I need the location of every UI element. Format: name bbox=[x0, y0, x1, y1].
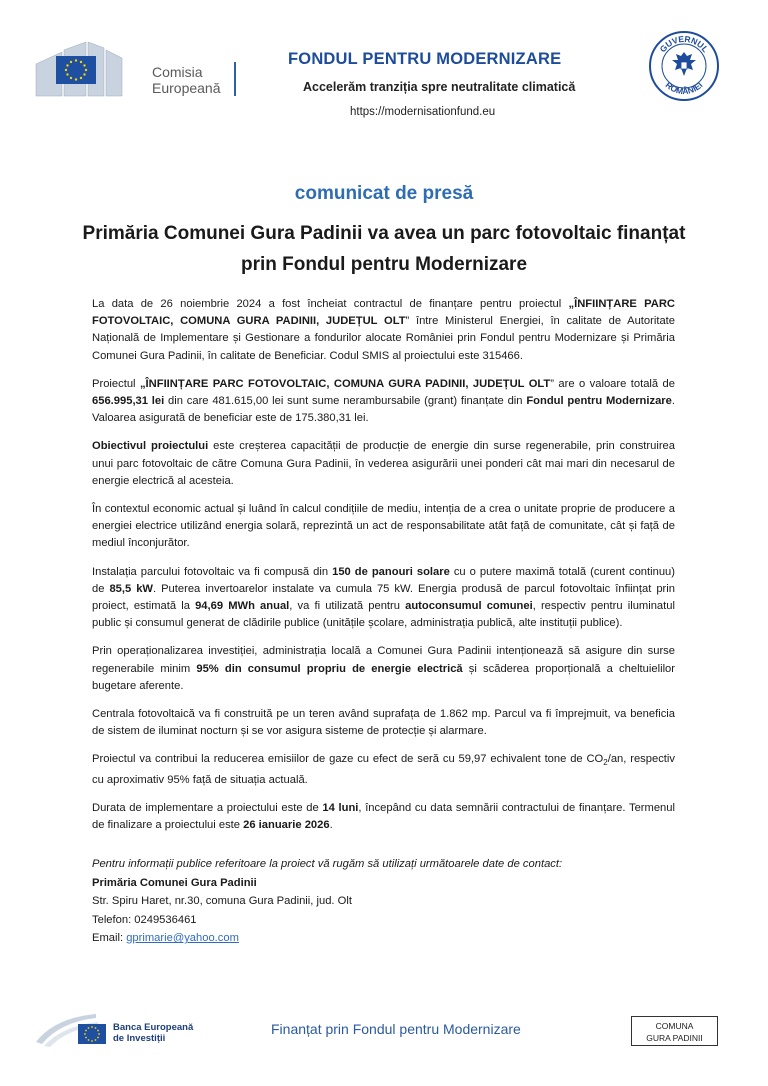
paragraph-emissions: Proiectul va contribui la reducerea emisiilor de gaze cu efect de seră cu 59,97 echivalent tone de $CO_2/an$, respectiv cu aproximativ 95% față de situația actuală. bbox=[92, 753, 675, 786]
ec-name-line1: Comisia bbox=[152, 64, 203, 80]
paragraph-objective: Obiectivul proiectului este creșterea capacității de producție de energie din surse regenerabile, prin construirea unui parc fotovoltaic de către Comuna Gura Padinii, în vederea asigurării unei ponderi cât mai mari din necesarul de energie electrică al acesteia. bbox=[92, 440, 675, 487]
paragraph-operation: Prin operaționalizarea investiției, administrația locală a Comunei Gura Padinii intenționează să asigure din surse regenerabile minim 95% din consumul propriu de energie electrică și scăderea proporțională a cheltuielilor bugetare aferente. bbox=[92, 645, 676, 692]
contact-block bbox=[92, 855, 675, 948]
seal-text-bottom: ROMÂNIEI bbox=[663, 79, 705, 97]
fund-tagline: Accelerăm tranziția spre neutralitate climatică bbox=[303, 80, 576, 94]
eib-name-line1: Banca Europeană bbox=[113, 1022, 194, 1033]
commune-logo-box bbox=[631, 1016, 718, 1046]
header-divider bbox=[234, 62, 236, 96]
contact-email-line: Email: gprimarie@yahoo.com bbox=[92, 932, 239, 945]
contact-intro: Pentru informații publice referitoare la proiect vă rugăm să utilizați următoarele date de contact: bbox=[92, 858, 563, 870]
contact-phone-line: Telefon: 0249536461 bbox=[92, 913, 197, 926]
commune-line2: GURA PADINII bbox=[646, 1033, 703, 1043]
footer-funding-note: Finanțat prin Fondul pentru Modernizare bbox=[271, 1021, 521, 1037]
ec-name-line2: Europeană bbox=[152, 80, 221, 96]
commune-line1: COMUNA bbox=[655, 1021, 694, 1031]
paragraph-value: Proiectul „ÎNFIINȚARE PARC FOTOVOLTAIC, COMUNA GURA PADINII, JUDEȚUL OLT” are o valoare totală de 656.995,31 lei din care 481.615,00 lei sunt sume nerambursabile (grant) finanțate din Fondul pentru Modernizare. Valoarea asigurată de beneficiar este de 175.380,31 lei. bbox=[92, 377, 675, 425]
fund-title: FONDUL PENTRU MODERNIZARE bbox=[288, 50, 562, 68]
fund-url: https://modernisationfund.eu bbox=[350, 106, 496, 118]
paragraph-contract: La data de 26 noiembrie 2024 a fost încheiat contractul de finanțare pentru proiectul „ÎNFIINȚARE PARC FOTOVOLTAIC, COMUNA GURA PADINII, JUDEȚUL OLT” între Ministerul Energiei, în calitate de Autoritate Națională de Implementare și Gestionare a fondurilor alocate României prin Fondul pentru Modernizare și Primăria Comunei Gura Padinii, în calitate de Beneficiar. Codul SMIS al proiectului este 315466. bbox=[92, 298, 675, 362]
paragraph-context: În contextul economic actual și luând în calcul condițiile de mediu, intenția de a crea o unitate proprie de producere a energiei electrice utilizând energia solară, reprezintă un act de responsabilitate atât față de comunitate, cât și față de mediul înconjurător. bbox=[92, 503, 675, 550]
european-commission-logo bbox=[34, 40, 124, 98]
page-title: Primăria Comunei Gura Padinii va avea un parc fotovoltaic finanțat prin Fondul pentru Modernizare bbox=[82, 223, 686, 275]
contact-phone: 0249536461 bbox=[134, 913, 197, 926]
paragraph-duration: Durata de implementare a proiectului este de 14 luni, începând cu data semnării contractului de finanțare. Termenul de finalizare a proiectului este 26 ianuarie 2026. bbox=[92, 802, 675, 832]
eib-name-line2: de Investiții bbox=[113, 1033, 166, 1044]
seal-text-top: GUVERNUL bbox=[657, 33, 711, 55]
eib-logo bbox=[34, 1012, 110, 1048]
document-header bbox=[0, 0, 768, 130]
press-release-label: comunicat de presă bbox=[294, 183, 474, 204]
paragraph-site: Centrala fotovoltaică va fi construită pe un teren având suprafața de 1.862 mp. Parcul va fi împrejmuit, va beneficia de sistem de iluminat nocturn și se vor asigura sisteme de protecție și alarmare. bbox=[92, 708, 675, 738]
contact-address: Str. Spiru Haret, nr.30, comuna Gura Padinii, jud. Olt bbox=[92, 895, 352, 908]
romanian-government-seal bbox=[648, 30, 720, 102]
paragraph-installation: Instalația parcului fotovoltaic va fi compusă din 150 de panouri solare cu o putere maximă totală (curent continuu) de 85,5 kW. Puterea invertoarelor instalate va cumula 75 kW. Energia produsă de parcul fotovoltaic înființat prin proiect, estimată la 94,69 MWh anual, va fi utilizată pentru autoconsumul comunei, respectiv pentru iluminatul public și consumul generat de clădirile publice (unitățile școlare, administrația publică, alte instituții publice). bbox=[92, 565, 675, 630]
article-body bbox=[92, 296, 675, 846]
european-commission-name bbox=[152, 64, 221, 96]
contact-organization: Primăria Comunei Gura Padinii bbox=[92, 876, 257, 889]
contact-email-link[interactable]: gprimarie@yahoo.com bbox=[126, 932, 239, 945]
eib-name bbox=[113, 1022, 193, 1044]
